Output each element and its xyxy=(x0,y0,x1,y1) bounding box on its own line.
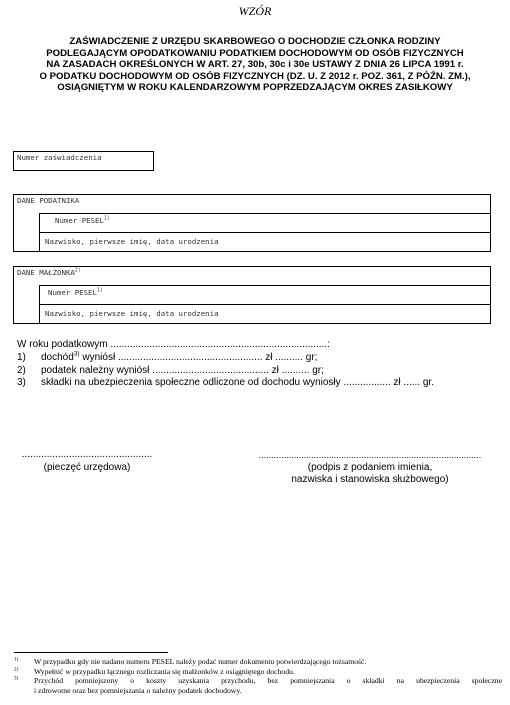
taxpayer-name-label: Nazwisko, pierwsze imię, data urodzenia xyxy=(45,237,219,246)
title-line: NA ZASADACH OKREŚLONYCH W ART. 27, 30b, 30c i 30e USTAWY Z DNIA 26 LIPCA 1991 r. xyxy=(46,59,464,71)
footnotes xyxy=(14,657,502,695)
list-item: 1) dochód$^{3)}$ wyniósł .................................................... zł .......... gr; xyxy=(17,350,318,363)
spouse-pesel-label: Numer PESEL$^{1)}$ xyxy=(48,288,103,297)
income-statement xyxy=(17,339,434,390)
stamp-label: (pieczęć urzędowa) xyxy=(43,461,131,473)
signature-label: nazwiska i stanowiska służbowego) xyxy=(291,474,449,486)
taxpayer-name-field[interactable] xyxy=(39,232,491,252)
signature-label: (podpis z podaniem imienia, xyxy=(307,461,433,473)
title-line: PODLEGAJĄCYM OPODATKOWANIU PODATKIEM DOCHODOWYM OD OSÓB FIZYCZNYCH xyxy=(46,47,464,59)
footnote-separator xyxy=(14,652,168,653)
signature-dots: ......................................................................................... xyxy=(258,450,482,460)
title-line: OSIĄGNIĘTYM W ROKU KALENDARZOWYM POPRZEDZAJĄCYM OKRES ZASIŁKOWY xyxy=(57,82,453,94)
taxpayer-pesel-field[interactable] xyxy=(39,213,491,233)
wzor-label: WZÓR xyxy=(238,4,272,18)
certificate-number-label: Numer zaświadczenia xyxy=(17,153,102,162)
certificate-number-field[interactable] xyxy=(13,151,154,171)
title-line: O PODATKU DOCHODOWYM OD OSÓB FIZYCZNYCH (DZ. U. Z 2012 r. POZ. 361, Z PÓŹN. ZM.), xyxy=(39,70,471,82)
taxpayer-section-label: DANE PODATNIKA xyxy=(17,196,80,205)
taxpayer-pesel-label: Numer PESEL$^{1)}$ xyxy=(55,216,110,225)
list-item: 2) podatek należny wyniósł .......................................... zł .......... gr; xyxy=(17,364,324,376)
title-line: ZAŚWIADCZENIE Z URZĘDU SKARBOWEGO O DOCHODZIE CZŁONKA RODZINY xyxy=(69,36,441,47)
taxpayer-section xyxy=(13,194,491,252)
footnote: $^{1)}$ W przypadku gdy nie nadano numeru PESEL należy podać numer dokumentu potwierdzającego tożsamość. xyxy=(14,657,367,666)
stamp-dots: ............................................... xyxy=(21,449,153,460)
spouse-section xyxy=(13,266,491,324)
spouse-name-field[interactable] xyxy=(39,304,491,324)
list-item: 3) składki na ubezpieczenia społeczne odliczone od dochodu wyniosły ................. zł ...... gr. xyxy=(17,377,434,389)
tax-year-line: W roku podatkowym ..............................................................................: xyxy=(17,339,330,350)
official-stamp-area xyxy=(12,449,162,474)
spouse-pesel-field[interactable] xyxy=(39,285,491,305)
spouse-section-label: DANE MAŁŻONKA$^{2)}$ xyxy=(17,268,81,277)
document-title xyxy=(4,36,506,94)
signature-area xyxy=(255,449,485,487)
spouse-name-label: Nazwisko, pierwsze imię, data urodzenia xyxy=(45,309,219,318)
footnote: $^{2)}$ Wypełnić w przypadku łącznego rozliczania się małżonków z osiągniętego dochodu. xyxy=(14,666,295,676)
footnote: $^{3)}$ Przychód pomniejszony o koszty uzyskania przychodu, bez pomniejszania o składki na ubezpieczenia społeczne i zdrowotne oraz bez pomniejszania o należny podatek dochodowy. xyxy=(14,676,502,695)
